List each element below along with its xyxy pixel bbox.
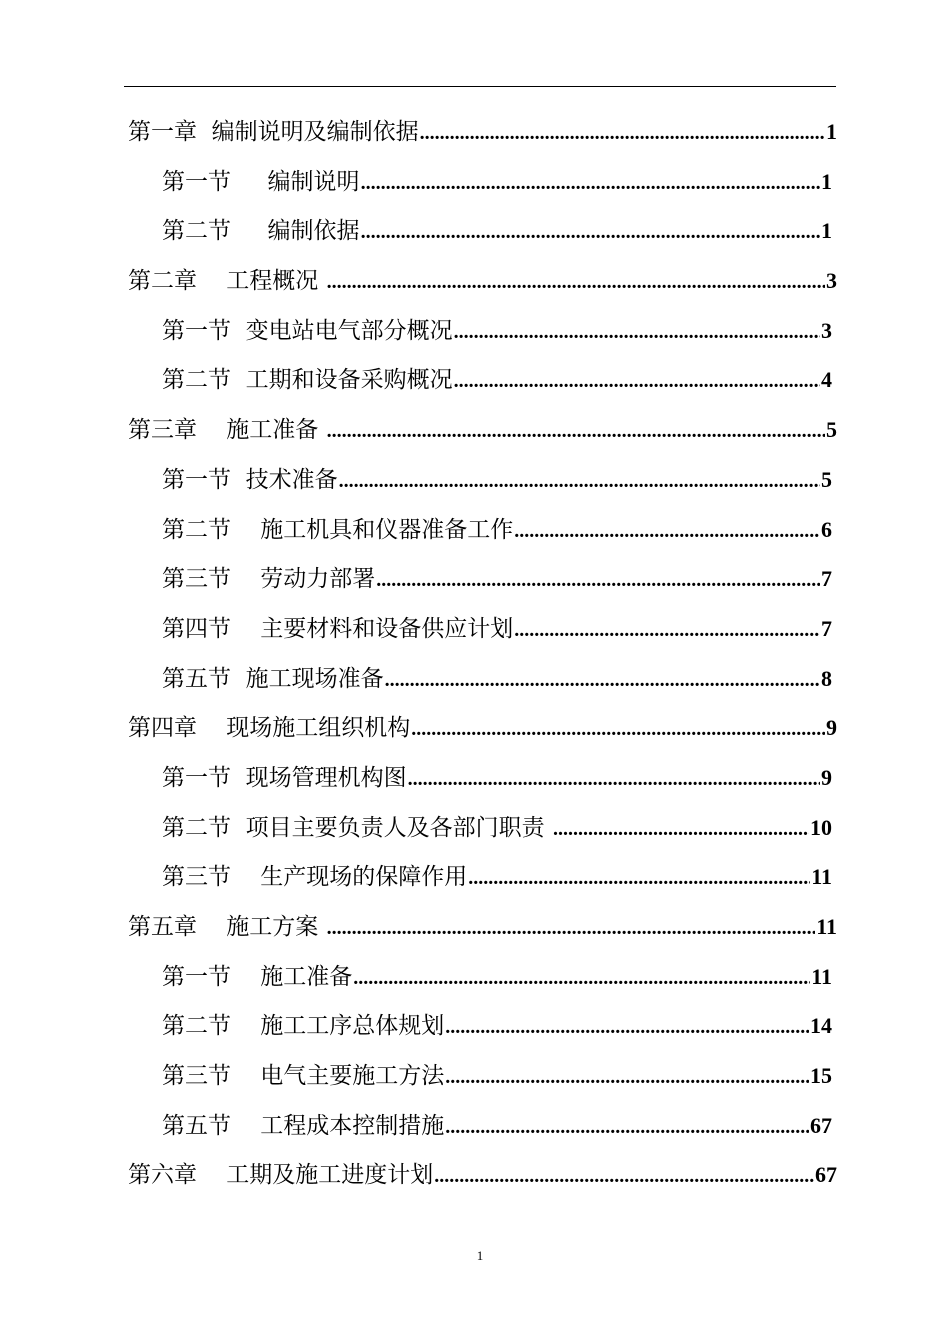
- toc-entry-title: 第二节 施工机具和仪器准备工作: [162, 516, 514, 543]
- toc-entry-title: 第二章 工程概况: [128, 268, 326, 295]
- toc-entry-title: 第五节 施工现场准备: [162, 665, 384, 692]
- toc-entry-page: 67: [815, 1162, 837, 1188]
- toc-dot-leader: [411, 705, 825, 755]
- toc-dot-leader: [361, 159, 820, 209]
- toc-entry-page: 9: [826, 715, 837, 741]
- toc-entry-page: 3: [826, 268, 837, 294]
- toc-entry-chapter[interactable]: [0, 107, 837, 157]
- toc-entry-page: 8: [821, 665, 832, 691]
- toc-entry-title: 第一节 施工准备: [162, 963, 353, 990]
- toc-entry-title: 第一节 变电站电气部分概况: [162, 317, 453, 344]
- toc-entry-chapter[interactable]: [0, 405, 837, 455]
- toc-entry-page: 6: [821, 516, 832, 542]
- toc-entry-section[interactable]: [0, 1101, 832, 1151]
- toc-entry-section[interactable]: [0, 852, 832, 902]
- toc-entry-title: 第一节 技术准备: [162, 466, 338, 493]
- toc-entry-section[interactable]: [0, 1001, 832, 1051]
- toc-dot-leader: [454, 357, 820, 407]
- toc-dot-leader: [514, 507, 820, 557]
- toc-entry-page: 7: [821, 615, 832, 641]
- toc-entry-title: 第六章 工期及施工进度计划: [128, 1162, 434, 1189]
- toc-entry-page: 11: [811, 963, 832, 989]
- toc-dot-leader: [361, 208, 820, 258]
- toc-entry-title: 第一节 现场管理机构图: [162, 764, 407, 791]
- toc-dot-leader: [514, 606, 820, 656]
- toc-entry-section[interactable]: [0, 654, 832, 704]
- toc-entry-title: 第五章 施工方案: [128, 914, 326, 940]
- toc-entry-section[interactable]: [0, 1051, 832, 1101]
- page-number: 1: [476, 1248, 484, 1263]
- toc-dot-leader: [376, 556, 820, 606]
- toc-dot-leader: [445, 1103, 809, 1153]
- toc-entry-page: 11: [811, 864, 832, 890]
- toc-dot-leader: [445, 1053, 809, 1103]
- toc-entry-title: 第一节 编制说明: [162, 168, 360, 195]
- toc-dot-leader: [327, 407, 825, 457]
- toc-entry-section[interactable]: [0, 554, 832, 604]
- table-of-contents: [0, 107, 950, 1200]
- toc-dot-leader: [353, 954, 810, 1004]
- toc-entry-section[interactable]: [0, 206, 832, 256]
- toc-entry-page: 5: [826, 417, 837, 443]
- toc-dot-leader: [454, 308, 820, 358]
- toc-entry-page: 15: [810, 1063, 832, 1089]
- toc-entry-title: 第二节 工期和设备采购概况: [162, 367, 453, 394]
- toc-entry-title: 第三章 施工准备: [128, 417, 326, 444]
- toc-entry-page: 1: [821, 168, 832, 194]
- toc-entry-title: 第四章 现场施工组织机构: [128, 715, 411, 742]
- toc-entry-title: 第四节 主要材料和设备供应计划: [162, 615, 514, 642]
- toc-dot-leader: [327, 904, 816, 954]
- toc-entry-title: 第二节 项目主要负责人及各部门职责: [162, 814, 552, 841]
- toc-entry-page: 7: [821, 566, 832, 592]
- toc-entry-chapter[interactable]: [0, 703, 837, 753]
- toc-entry-chapter[interactable]: [0, 1150, 837, 1200]
- toc-entry-page: 4: [821, 367, 832, 393]
- toc-entry-chapter[interactable]: [0, 256, 837, 306]
- toc-dot-leader: [434, 1152, 814, 1202]
- toc-entry-section[interactable]: [0, 505, 832, 555]
- toc-entry-page: 9: [821, 764, 832, 790]
- toc-entry-page: 3: [821, 317, 832, 343]
- toc-entry-title: 第三节 电气主要施工方法: [162, 1063, 445, 1090]
- toc-entry-title: 第五节 工程成本控制措施: [162, 1112, 445, 1139]
- toc-entry-page: 67: [810, 1112, 832, 1138]
- toc-entry-section[interactable]: [0, 952, 832, 1002]
- toc-entry-page: 5: [821, 466, 832, 492]
- toc-dot-leader: [468, 854, 810, 904]
- toc-entry-section[interactable]: [0, 157, 832, 207]
- toc-dot-leader: [339, 457, 820, 507]
- toc-entry-page: 11: [816, 914, 837, 939]
- toc-entry-chapter[interactable]: [0, 902, 837, 952]
- toc-dot-leader: [553, 805, 809, 855]
- toc-entry-title: 第二节 编制依据: [162, 218, 360, 245]
- toc-entry-title: 第二节 施工工序总体规划: [162, 1013, 445, 1040]
- toc-dot-leader: [385, 656, 820, 706]
- toc-entry-page: 1: [826, 119, 837, 144]
- toc-entry-section[interactable]: [0, 604, 832, 654]
- toc-dot-leader: [327, 258, 825, 308]
- toc-entry-section[interactable]: [0, 306, 832, 356]
- toc-entry-title: 第一章 编制说明及编制依据: [128, 119, 419, 145]
- toc-entry-section[interactable]: [0, 455, 832, 505]
- toc-entry-page: 14: [810, 1013, 832, 1039]
- toc-entry-section[interactable]: [0, 355, 832, 405]
- toc-entry-title: 第三节 劳动力部署: [162, 566, 376, 593]
- toc-entry-page: 1: [821, 218, 832, 244]
- toc-dot-leader: [408, 755, 820, 805]
- toc-dot-leader: [445, 1003, 809, 1053]
- toc-entry-title: 第三节 生产现场的保障作用: [162, 864, 468, 891]
- toc-entry-section[interactable]: [0, 753, 832, 803]
- toc-entry-page: 10: [810, 814, 832, 840]
- toc-entry-section[interactable]: [0, 803, 832, 853]
- toc-dot-leader: [420, 109, 825, 159]
- header-rule: [124, 86, 836, 87]
